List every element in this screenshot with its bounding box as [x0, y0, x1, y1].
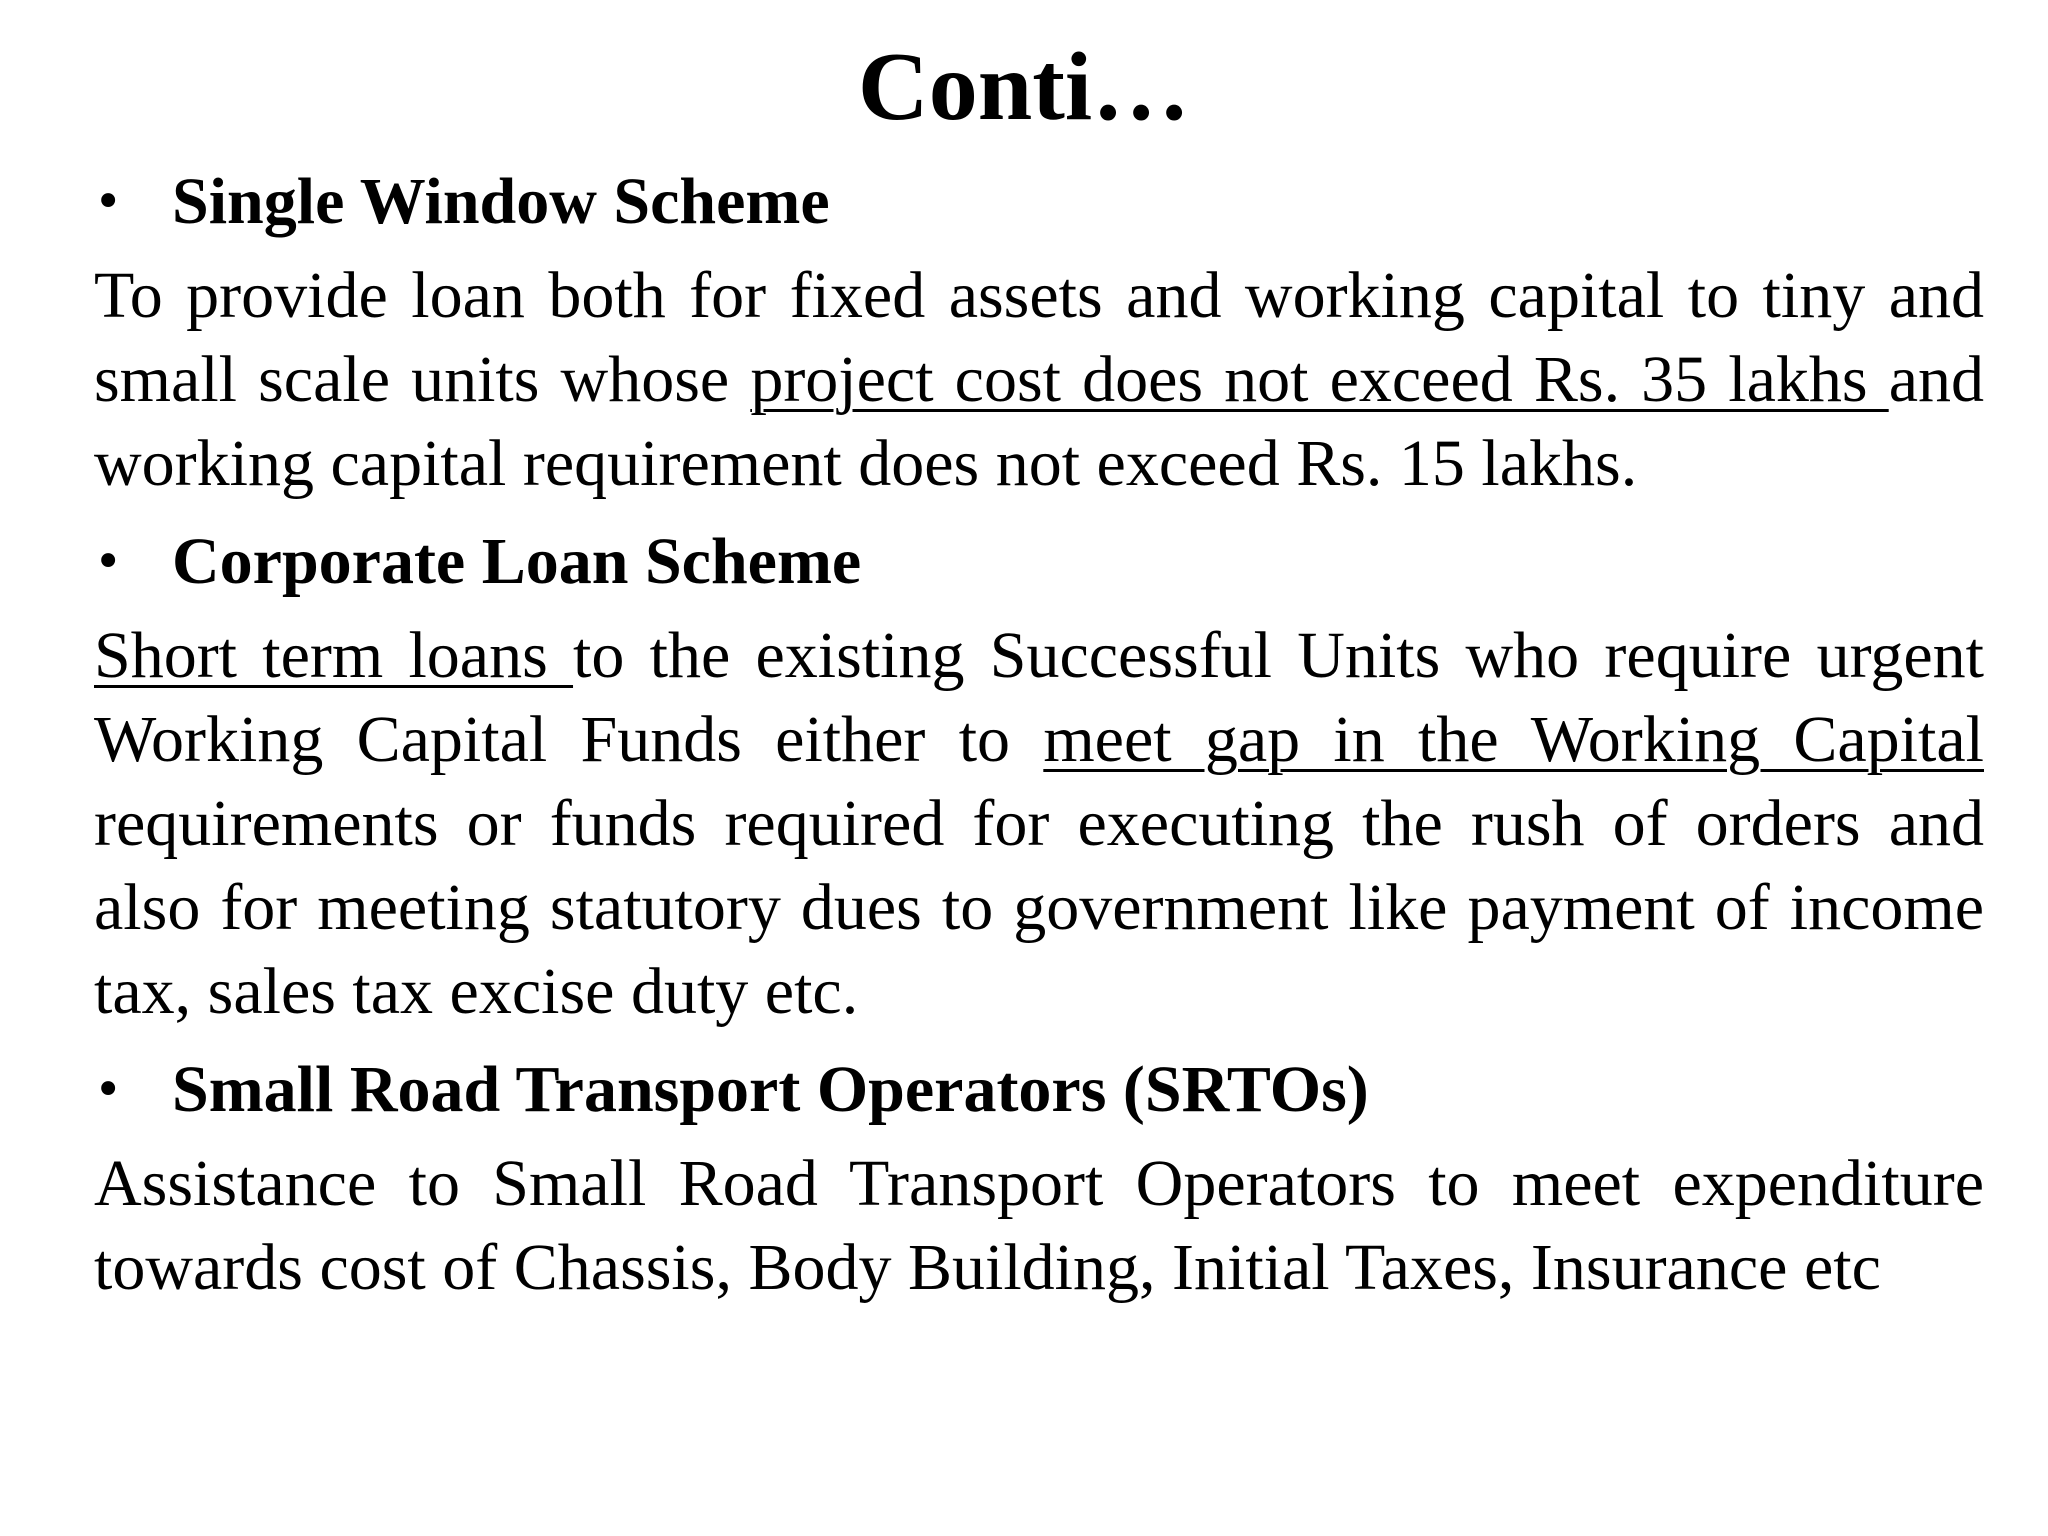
section-heading-srto	[94, 1048, 1984, 1132]
paragraph-text: requirements or funds required for executing the rush of orders and also for meeting statutory dues to government like payment of income tax, sales tax excise duty etc.	[94, 787, 1984, 1028]
section-paragraph-srto	[94, 1142, 1984, 1310]
heading-text: Small Road Transport Operators (SRTOs)	[172, 1053, 1369, 1126]
bullet-icon: •	[94, 1062, 123, 1118]
paragraph-text: Assistance to Small Road Transport Operators to meet expenditure towards cost of Chassis, Body Building, Initial Taxes, Insurance etc	[94, 1147, 1984, 1304]
underlined-text: meet gap in the Working Capital	[1043, 703, 1984, 776]
section-heading-corporate-loan	[94, 520, 1984, 604]
paragraph-text: to the existing Successful Units who require urgent Working Capital Funds either to	[94, 619, 1984, 776]
bullet-icon: •	[94, 174, 123, 230]
slide-content	[94, 160, 1984, 1310]
section-paragraph-corporate-loan	[94, 614, 1984, 1034]
underlined-text: project cost does not exceed Rs. 35 lakhs	[750, 343, 1889, 416]
bullet-icon: •	[94, 534, 123, 590]
paragraph-text: and working capital requirement does not exceed Rs. 15 lakhs.	[94, 343, 1984, 500]
heading-text: Corporate Loan Scheme	[172, 525, 862, 598]
slide-title: Conti…	[857, 33, 1191, 141]
section-paragraph-single-window	[94, 254, 1984, 506]
underlined-text: Short term loans	[94, 619, 574, 692]
section-heading-single-window	[94, 160, 1984, 244]
heading-text: Single Window Scheme	[172, 165, 830, 238]
paragraph-text: To provide loan both for fixed assets and working capital to tiny and small scale units whose	[94, 259, 1984, 416]
